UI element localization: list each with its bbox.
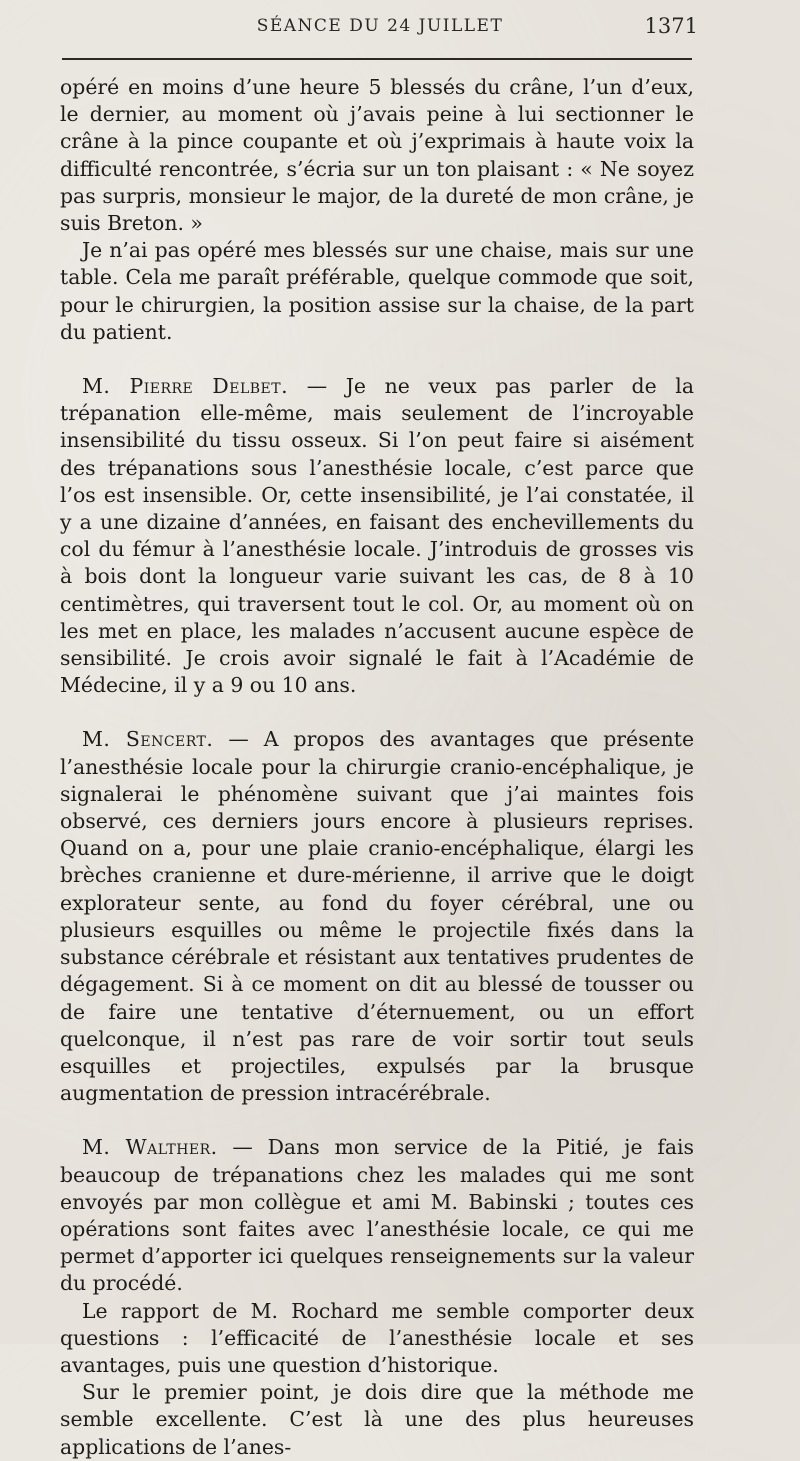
paragraph-walther (60, 1134, 694, 1297)
speaker-name: M. Walther. (82, 1135, 218, 1160)
speaker-name: M. Sencert. (82, 727, 214, 752)
running-head (60, 16, 700, 46)
paragraph-continuation: opéré en moins d’une heure 5 blessés du crâne, l’un d’eux, le dernier, au moment où j’avais peine à lui sectionner le crâne à la pince coupante et où j’exprimais à haute voix la difficulté rencontrée, s’écria sur un ton plaisant : « Ne soyez pas surpris, monsieur le major, de la dureté de mon crâne, je suis Breton. » (60, 75, 694, 236)
speaker-name: M. Pierre Delbet. (82, 374, 289, 399)
paragraph-table-preference: Je n’ai pas opéré mes blessés sur une chaise, mais sur une table. Cela me paraît préférable, quelque commode que soit, pour le chirurgien, la position assise sur la chaise, de la part du patient. (60, 238, 694, 344)
page-number: 1371 (644, 14, 698, 38)
paragraph-sencert (60, 726, 694, 1107)
header-rule (62, 58, 692, 60)
speech-text: — Je ne veux pas parler de la trépanation elle-même, mais seulement de l’incroyable insensibilité du tissu osseux. Si l’on peut faire si aisément des trépanations sous l’anesthésie locale, c’est parce que l’os est insensible. Or, cette insensibilité, je l’ai constatée, il y a une dizaine d’années, en faisant des enchevillements du col du fémur à l’anesthésie locale. J’introduis de grosses vis à bois dont la longueur varie suivant les cas, de 8 à 10 centimètres, qui traversent tout le col. Or, au moment où on les met en place, les malades n’accusent aucune espèce de sensibilité. Je crois avoir signalé le fait à l’Académie de Médecine, il y a 9 ou 10 ans. (60, 374, 694, 698)
speech-text: — Dans mon service de la Pitié, je fais beaucoup de trépanations chez les malades qui me sont envoyés par mon collègue et ami M. Babinski ; toutes ces opérations sont faites avec l’anesthésie locale, ce qui me permet d’apporter ici quelques renseignements sur la valeur du procédé. (60, 1135, 695, 1296)
speech-text: — A propos des avantages que présente l’anesthésie locale pour la chirurgie cranio-encéphalique, je signalerai le phénomène suivant que j’ai maintes fois observé, ces derniers jours encore à plusieurs reprises. Quand on a, pour une plaie cranio-encéphalique, élargi les brèches cranienne et dure-mérienne, il arrive que le doigt explorateur sente, au fond du foyer cérébral, une ou plusieurs esquilles ou même le projectile fixés dans la substance cérébrale et résistant aux tentatives prudentes de dégagement. Si à ce moment on dit au blessé de tousser ou de faire une tentative d’éternuement, ou un effort quelconque, il n’est pas rare de voir sortir tout seuls esquilles et projectiles, expulsés par la brusque augmentation de pression intracérébrale. (60, 727, 695, 1106)
paragraph-rochard-report: Le rapport de M. Rochard me semble comporter deux questions : l’efficacité de l’anesthésie locale et ses avantages, puis une question d’historique. (60, 1298, 694, 1377)
paragraph-first-point: Sur le premier point, je dois dire que la méthode me semble excellente. C’est là une des plus heureuses applications de l’anes- (60, 1380, 694, 1459)
paragraph-delbet (60, 373, 694, 699)
body-text (60, 74, 694, 1461)
running-title: SÉANCE DU 24 JUILLET (256, 16, 504, 36)
